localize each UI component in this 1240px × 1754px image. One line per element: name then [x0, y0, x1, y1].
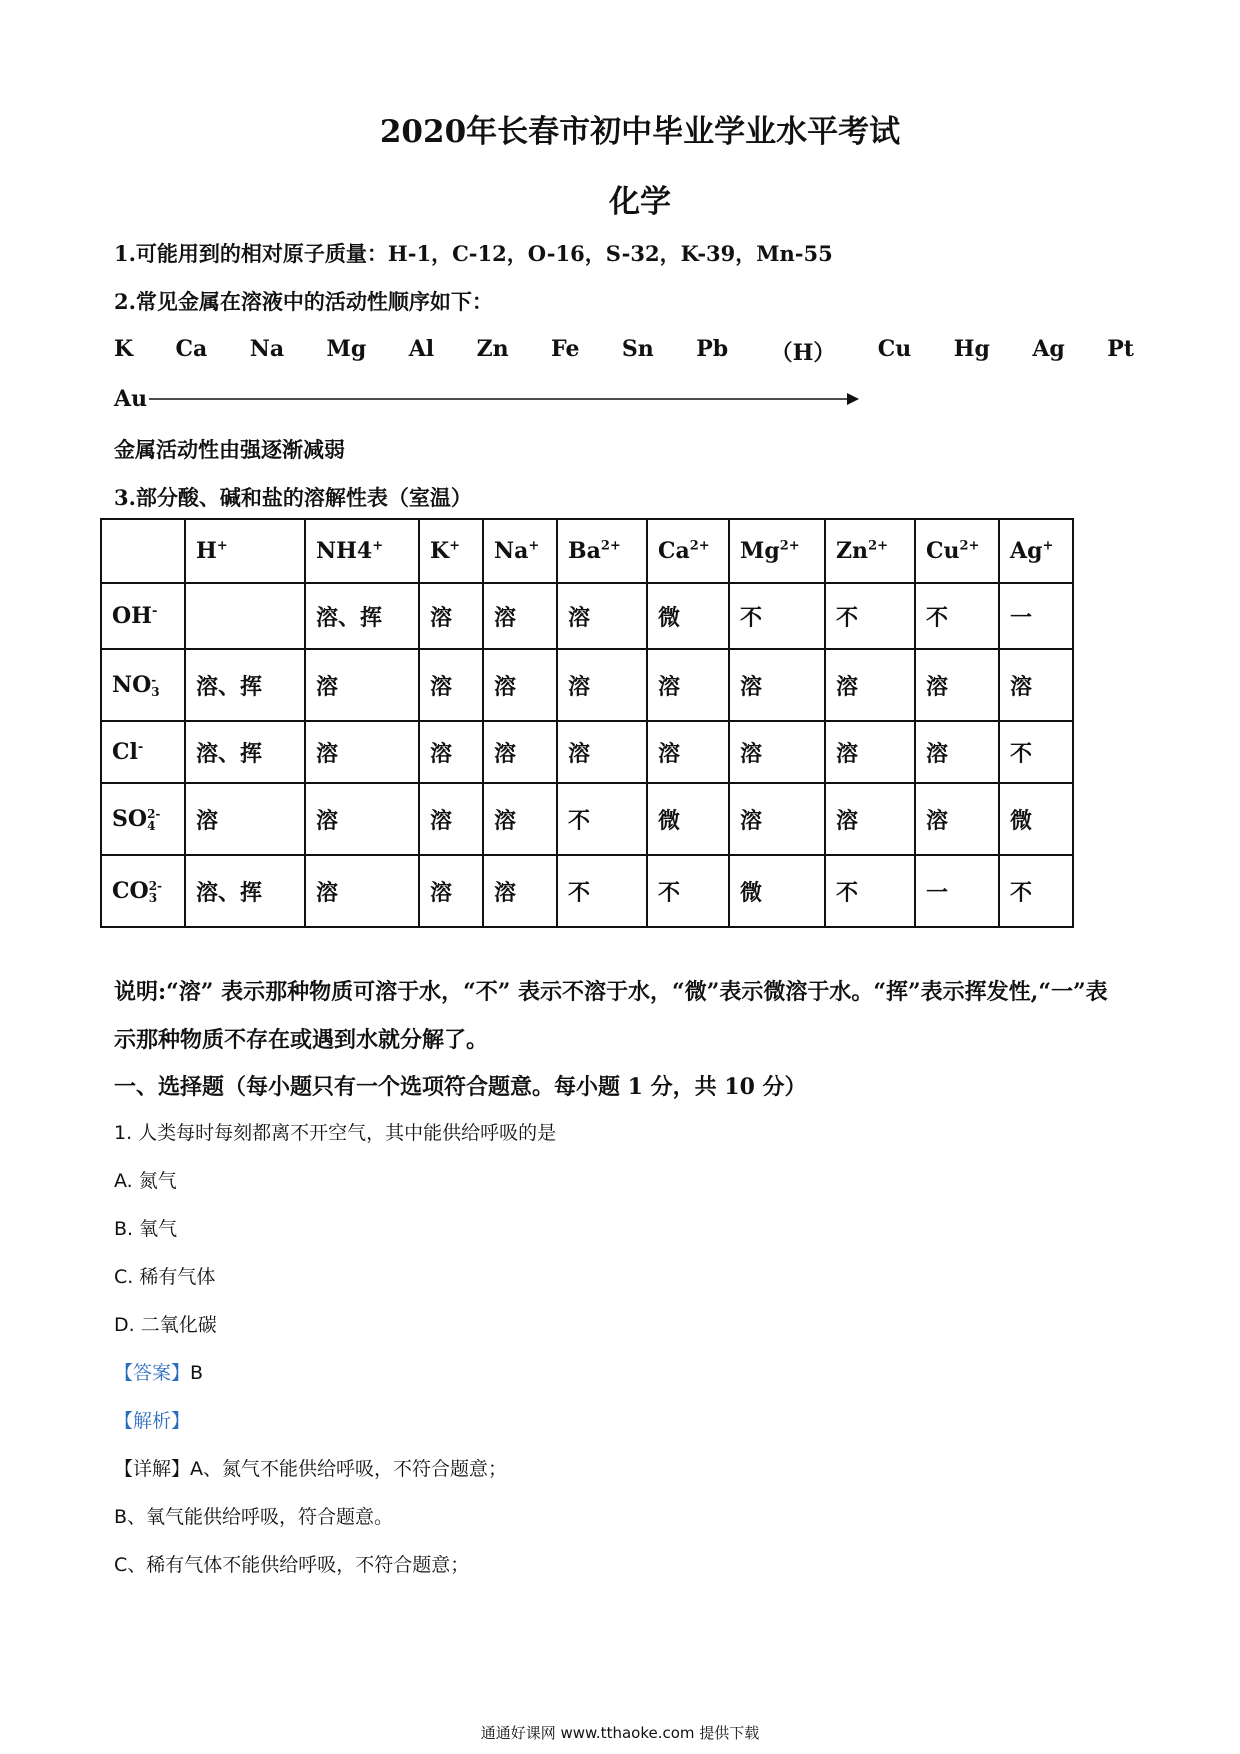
- solubility-cell: 不: [999, 721, 1073, 783]
- detail-text: A、氮气不能供给呼吸，不符合题意；: [190, 1458, 508, 1480]
- cation-symbol: Cu: [926, 538, 960, 564]
- cation-symbol: Ba: [568, 538, 601, 564]
- page-title: 2020年长春市初中毕业学业水平考试: [379, 114, 901, 150]
- anion-charge: 2-: [147, 807, 161, 821]
- option-c: C. 稀有气体: [114, 1266, 216, 1288]
- solubility-cell: 溶: [647, 649, 729, 721]
- table-legend-note: 说明:“溶” 表示那种物质可溶于水，“不” 表示不溶于水，“微”表示微溶于水。“挥”表示挥发性,“一”表示那种物质不存在或遇到水就分解了。: [114, 979, 1108, 1053]
- solubility-cell: 溶: [729, 649, 825, 721]
- cation-charge: +: [1042, 538, 1054, 554]
- solubility-cell: 溶: [483, 583, 557, 649]
- solubility-cell: 溶: [305, 783, 419, 855]
- cation-header: [419, 519, 483, 583]
- solubility-cell: 不: [915, 583, 999, 649]
- detail-line-3: C、稀有气体不能供给呼吸，不符合题意；: [114, 1554, 470, 1576]
- table-row: [101, 649, 1073, 721]
- answer-label: 【答案】: [114, 1362, 191, 1384]
- solubility-cell: 溶: [483, 855, 557, 927]
- anion-charge: -: [137, 739, 144, 755]
- solubility-cell: 溶: [915, 649, 999, 721]
- section-title: 一、选择题（每小题只有一个选项符合题意。每小题 1 分，共 10 分）: [114, 1074, 807, 1100]
- cation-symbol: Mg: [740, 538, 780, 564]
- solubility-cell: 溶: [825, 783, 915, 855]
- solubility-cell: 一: [915, 855, 999, 927]
- cation-charge: 2+: [779, 538, 800, 554]
- cation-charge: 2+: [689, 538, 710, 554]
- solubility-cell: 溶: [647, 721, 729, 783]
- metal-symbol: Pb: [696, 336, 729, 362]
- solubility-cell: 溶: [557, 649, 647, 721]
- table-row: [101, 855, 1073, 927]
- solubility-cell: [185, 583, 305, 649]
- anion-symbol: NO: [112, 672, 152, 698]
- solubility-cell: 溶: [557, 721, 647, 783]
- table-corner-cell: [101, 519, 185, 583]
- metal-symbol: Al: [408, 336, 435, 362]
- anion-subscript: 4: [147, 819, 156, 833]
- solubility-cell: 溶: [419, 649, 483, 721]
- answer-line: [114, 1358, 203, 1385]
- cation-symbol: H: [196, 538, 217, 564]
- arrow-right-icon: [149, 391, 859, 407]
- solubility-cell: 不: [557, 855, 647, 927]
- anion-symbol: SO: [112, 806, 148, 832]
- cation-header: [999, 519, 1073, 583]
- solubility-cell: 溶: [419, 583, 483, 649]
- cation-header: [915, 519, 999, 583]
- solubility-cell: 不: [729, 583, 825, 649]
- solubility-cell: 溶: [419, 721, 483, 783]
- table-header-row: [101, 519, 1073, 583]
- solubility-cell: 溶、挥: [185, 721, 305, 783]
- solubility-cell: 溶: [999, 649, 1073, 721]
- anion-header: [101, 583, 185, 649]
- solubility-cell: 溶: [483, 649, 557, 721]
- anion-charge: -: [151, 603, 158, 619]
- option-a: A. 氮气: [114, 1170, 177, 1192]
- option-b: B. 氧气: [114, 1218, 178, 1240]
- metal-symbol: Pt: [1107, 336, 1134, 362]
- metal-symbol: Au: [114, 386, 148, 412]
- metal-symbol: Ag: [1032, 336, 1065, 362]
- activity-series-intro: 2.常见金属在溶液中的活动性顺序如下：: [114, 289, 493, 314]
- solubility-cell: 溶: [305, 721, 419, 783]
- cation-header: [729, 519, 825, 583]
- metal-symbol: Hg: [953, 336, 990, 362]
- metal-activity-series: [114, 336, 1134, 367]
- anion-header: [101, 721, 185, 783]
- solubility-cell: 不: [999, 855, 1073, 927]
- metal-symbol: Ca: [175, 336, 208, 362]
- cation-symbol: Zn: [836, 538, 869, 564]
- cation-symbol: Ca: [658, 538, 690, 564]
- metal-symbol: Sn: [621, 336, 654, 362]
- detail-line-2: B、氧气能供给呼吸，符合题意。: [114, 1506, 394, 1528]
- cation-header: [483, 519, 557, 583]
- solubility-cell: 溶: [185, 783, 305, 855]
- anion-charge-stack: [149, 880, 162, 904]
- solubility-cell: 溶: [305, 855, 419, 927]
- metal-symbol: K: [114, 336, 134, 362]
- cation-charge: +: [372, 538, 384, 554]
- cation-header: [825, 519, 915, 583]
- metal-symbol: Fe: [551, 336, 580, 362]
- solubility-cell: 溶、挥: [305, 583, 419, 649]
- anion-symbol: Cl: [112, 739, 138, 765]
- anion-charge-stack: [151, 674, 159, 698]
- cation-header: [647, 519, 729, 583]
- metal-symbol: Zn: [476, 336, 509, 362]
- anion-charge: -: [151, 673, 157, 687]
- cation-symbol: Na: [494, 538, 529, 564]
- solubility-cell: 溶: [483, 721, 557, 783]
- option-d: D. 二氧化碳: [114, 1314, 217, 1336]
- solubility-cell: 溶: [825, 649, 915, 721]
- activity-note: 金属活动性由强逐渐减弱: [114, 437, 345, 462]
- anion-header: [101, 783, 185, 855]
- metal-symbol: Na: [249, 336, 285, 362]
- anion-charge-stack: [147, 808, 160, 832]
- atomic-mass-line: 1.可能用到的相对原子质量：H-1，C-12，O-16，S-32，K-39，Mn-55: [114, 241, 833, 266]
- analysis-label: 【解析】: [114, 1410, 191, 1432]
- solubility-cell: 不: [825, 855, 915, 927]
- metal-symbol: （H）: [770, 340, 836, 366]
- solubility-cell: 微: [647, 583, 729, 649]
- solubility-cell: 溶: [825, 721, 915, 783]
- cation-symbol: Ag: [1010, 538, 1043, 564]
- solubility-cell: 溶: [915, 783, 999, 855]
- cation-charge: 2+: [868, 538, 889, 554]
- answer-value: B: [190, 1362, 204, 1384]
- solubility-cell: 一: [999, 583, 1073, 649]
- solubility-cell: 溶: [419, 783, 483, 855]
- detail-label: 【详解】: [114, 1458, 191, 1480]
- metal-symbol: Mg: [326, 336, 367, 362]
- cation-charge: +: [216, 538, 228, 554]
- cation-symbol: K: [430, 538, 450, 564]
- solubility-cell: 溶: [729, 721, 825, 783]
- solubility-cell: 溶: [729, 783, 825, 855]
- solubility-cell: 不: [647, 855, 729, 927]
- metal-symbol: Cu: [877, 336, 912, 362]
- anion-header: [101, 649, 185, 721]
- detail-line-1: [114, 1454, 507, 1481]
- anion-subscript: 3: [151, 685, 160, 699]
- page-footer: 通通好课网 www.tthaoke.com 提供下载: [480, 1724, 760, 1742]
- table-row: [101, 783, 1073, 855]
- analysis-line: [114, 1406, 190, 1433]
- cation-header: [185, 519, 305, 583]
- question-stem: 1. 人类每时每刻都离不开空气，其中能供给呼吸的是: [114, 1122, 557, 1144]
- cation-header: [557, 519, 647, 583]
- anion-header: [101, 855, 185, 927]
- solubility-cell: 不: [825, 583, 915, 649]
- cation-header: [305, 519, 419, 583]
- cation-charge: +: [449, 538, 461, 554]
- solubility-cell: 不: [557, 783, 647, 855]
- table-row: [101, 721, 1073, 783]
- cation-charge: 2+: [600, 538, 621, 554]
- solubility-cell: 溶: [483, 783, 557, 855]
- cation-charge: 2+: [959, 538, 980, 554]
- solubility-cell: 微: [729, 855, 825, 927]
- cation-charge: +: [528, 538, 540, 554]
- anion-symbol: CO: [112, 878, 149, 904]
- solubility-cell: 溶: [557, 583, 647, 649]
- solubility-table: [100, 518, 1074, 928]
- table-row: [101, 583, 1073, 649]
- cation-symbol: NH4: [316, 538, 373, 564]
- anion-symbol: OH: [112, 603, 152, 629]
- solubility-cell: 微: [999, 783, 1073, 855]
- solubility-cell: 溶、挥: [185, 649, 305, 721]
- activity-arrow-row: [114, 386, 859, 412]
- anion-subscript: 3: [148, 891, 158, 905]
- page-subtitle: 化学: [609, 184, 671, 220]
- solubility-cell: 溶: [305, 649, 419, 721]
- solubility-cell: 微: [647, 783, 729, 855]
- anion-charge: 2-: [148, 879, 163, 893]
- solubility-cell: 溶: [419, 855, 483, 927]
- solubility-cell: 溶、挥: [185, 855, 305, 927]
- solubility-cell: 溶: [915, 721, 999, 783]
- solubility-table-caption: 3.部分酸、碱和盐的溶解性表（室温）: [114, 485, 472, 510]
